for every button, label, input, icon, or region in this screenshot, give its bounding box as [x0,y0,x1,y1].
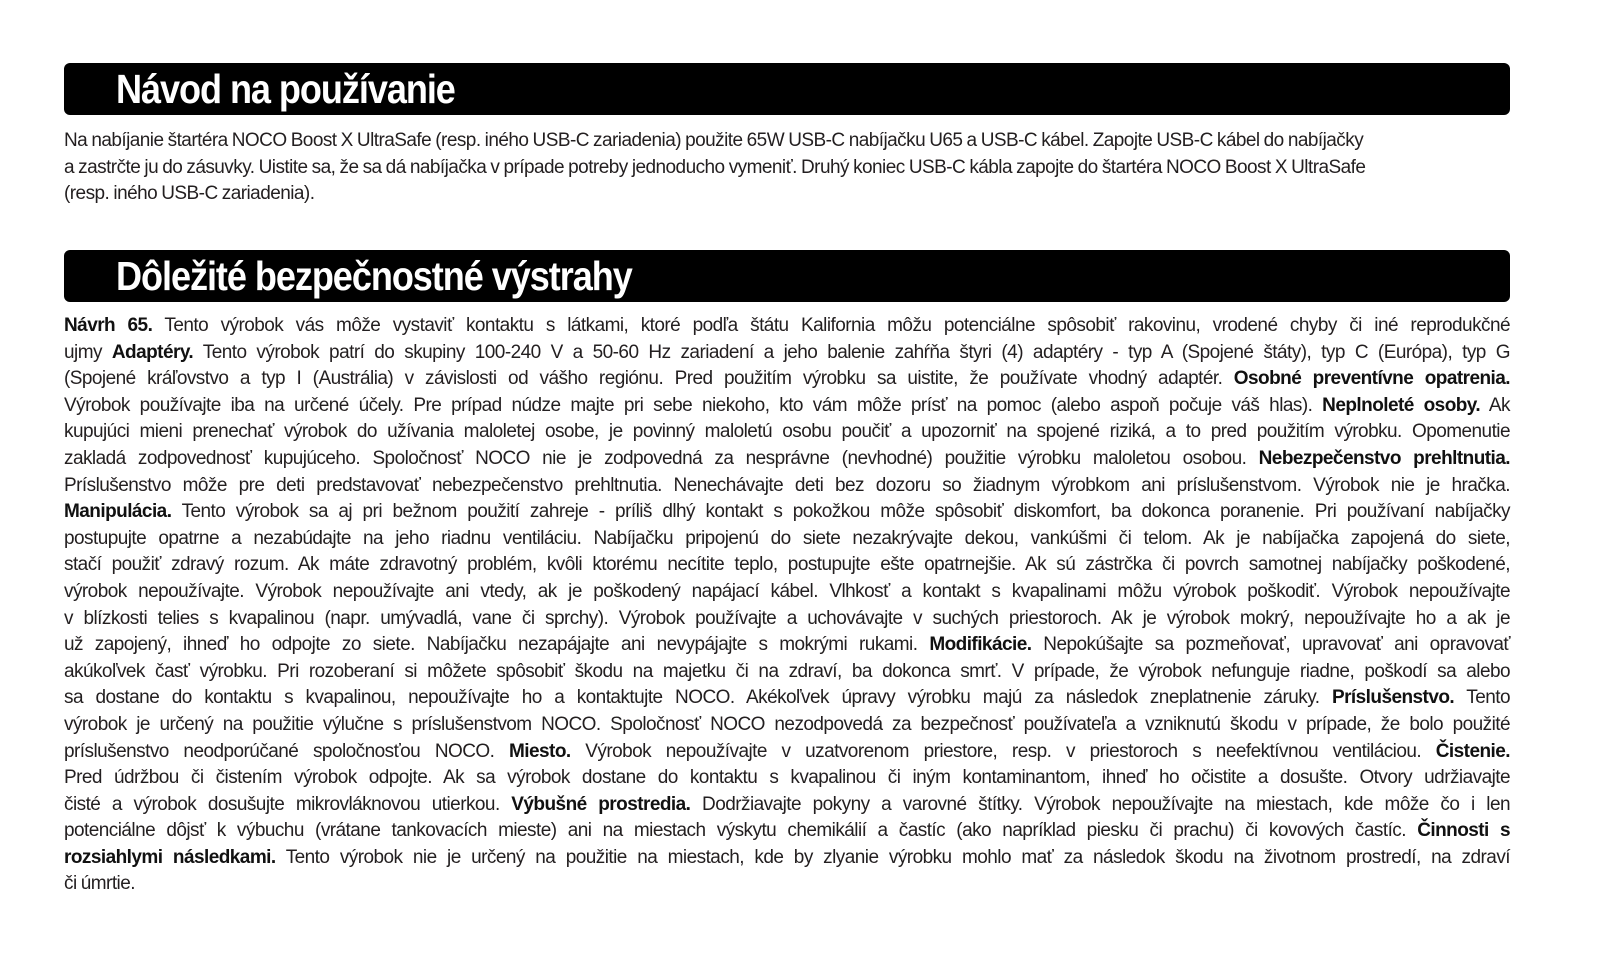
warning-line [64,659,1510,686]
instructions-line: Na nabíjanie štartéra NOCO Boost X UltraSafe (resp. iného USB-C zariadenia) použite 65W USB-C nabíjačku U65 a USB-C kábel. Zapojte USB-C kábel do nabíjačky [64,130,1364,151]
warning-line [64,632,1510,659]
warning-line [64,579,1510,606]
warning-text: (Spojené kráľovstvo a typ I (Austrália) v závislosti od vášho regiónu. Pred použitím výrobku sa uistite, že používate vhodný adaptér. [64,368,1234,390]
warning-line [64,552,1510,579]
warning-line [64,818,1510,845]
warning-line [64,340,1510,367]
warning-text: či úmrtie. [64,873,135,895]
warning-text: Tento výrobok vás môže vystaviť kontaktu s látkami, ktoré podľa štátu Kalifornia môžu potenciálne spôsobiť rakovinu, vrodené chyby či iné reprodukčné [152,315,1510,336]
warning-text: Ak [1480,394,1510,416]
safety-warnings-paragraph [64,313,1510,898]
warning-line [64,446,1510,473]
warning-text: sa dostane do kontaktu s kvapalinou, nepoužívajte ho a kontaktujte NOCO. Akékoľvek úpravy výrobku majú za následok zneplatnenie záruky. [64,687,1332,709]
warning-heading: Čistenie. [1435,740,1511,762]
warning-line [64,765,1510,792]
warning-text: stačí použiť zdravý rozum. Ak máte zdravotný problém, kvôli ktorému necítite teplo, postupujte ešte opatrnejšie. Ak sú zástrčka či povrch samotnej nabíjačky poškodené, [64,554,1510,576]
warning-text: Výrobok nepoužívajte v uzatvorenom priestore, resp. v priestoroch s neefektívnou ventiláciou. [570,740,1436,762]
warning-text: príslušenstvo neodporúčané spoločnosťou NOCO. [64,740,510,762]
instructions-line: (resp. iného USB-C zariadenia). [64,183,315,205]
warning-line [64,606,1510,633]
warning-line [64,499,1510,526]
warning-text: Pred údržbou či čistením výrobok odpojte. Ak sa výrobok dostane do kontaktu s kvapalinou či iným kontaminantom, ihneď ho očistite a dosušte. Otvory udržiavajte [64,767,1510,789]
warning-heading: rozsiahlymi následkami. [64,846,276,868]
warning-heading: Príslušenstvo. [1331,687,1455,709]
instructions-paragraph [64,128,1510,208]
warning-line [64,685,1510,712]
warning-line [64,313,1510,340]
warning-heading: Činnosti s [1417,820,1510,842]
safety-warnings-header-bar [64,250,1510,302]
warning-heading: Osobné preventívne opatrenia. [1233,368,1511,390]
warning-text: Príslušenstvo môže pre deti predstavovať nebezpečenstvo prehltnutia. Nenechávajte deti bez dozoru so žiadnym výrobkom ani príslušenstvom. Výrobok nie je hračka. [64,474,1510,496]
instructions-title: Návod na používanie [116,66,455,112]
warning-line [64,792,1510,819]
warning-line [64,393,1510,420]
warning-text: Tento výrobok nie je určený na použitie na miestach, kde by zlyanie výrobku mohlo mať za následok škodu na životnom prostredí, na zdraví [275,846,1510,868]
warning-text: čisté a výrobok dosušujte mikrovláknovou utierkou. [64,793,512,815]
warning-line [64,739,1510,766]
warning-text: Tento [1454,687,1511,709]
warning-text: už zapojený, ihneď ho odpojte zo siete. Nabíjačku nezapájajte ani nevypájajte s mokrými rukami. [64,634,930,656]
instructions-header-bar [64,63,1510,115]
warning-line [64,419,1510,446]
warning-text: ujmy [64,341,112,363]
warning-line [64,473,1510,500]
warning-heading: Modifikácie. [929,634,1032,656]
warning-heading: Miesto. [509,740,571,762]
warning-heading: Manipulácia. [64,501,172,523]
warning-line [64,871,1510,898]
warning-text: výrobok je určený na použitie výlučne s príslušenstvom NOCO. Spoločnosť NOCO nezodpovedá za bezpečnosť používateľa a vzniknutú škodu v prípade, že bolo použité [64,713,1510,735]
warning-text: Dodržiavajte pokyny a varovné štítky. Výrobok nepoužívajte na miestach, kde môže čo i len [690,793,1510,815]
warning-text: akúkoľvek časť výrobku. Pri rozoberaní si môžete spôsobiť škodu na majetku či na zdraví, ba dokonca smrť. V prípade, že výrobok nefunguje riadne, poškodí sa alebo [64,660,1510,682]
warning-text: postupujte opatrne a nezabúdajte na jeho riadnu ventiláciu. Nabíjačku pripojenú do siete nezakrývajte dekou, vankúšmi či telom. Ak je nabíjačka zapojená do siete, [64,527,1510,549]
safety-warnings-title: Dôležité bezpečnostné výstrahy [116,253,632,299]
warning-text: Výrobok používajte iba na určené účely. Pre prípad núdze majte pri sebe niekoho, kto vám môže prísť na pomoc (alebo aspoň počuje váš hlas). [64,394,1323,416]
warning-text: kupujúci mieni prenechať výrobok do užívania maloletej osobe, je povinný maloletú osobu poučiť a upozorniť na spojené riziká, a to pred použitím výrobku. Opomenutie [64,421,1510,443]
warning-text: Tento výrobok patrí do skupiny 100-240 V a 50-60 Hz zariadení a jeho balenie zahŕňa štyri (4) adaptéry - typ A (Spojené štáty), typ C (Európa), typ G [193,341,1510,363]
warning-line [64,366,1510,393]
warning-heading: Neplnoleté osoby. [1322,394,1481,416]
warning-line [64,845,1510,872]
warning-line [64,712,1510,739]
warning-text: Tento výrobok sa aj pri bežnom použití zahreje - príliš dlhý kontakt s pokožkou môže spôsobiť diskomfort, ba dokonca poranenie. Pri používaní nabíjačky [171,501,1510,523]
warning-heading: Návrh 65. [64,315,153,336]
warning-heading: Adaptéry. [111,341,194,363]
warning-text: Nepokúšajte sa pozmeňovať, upravovať ani opravovať [1031,634,1510,656]
warning-heading: Nebezpečenstvo prehltnutia. [1258,447,1510,469]
instructions-line: a zastrčte ju do zásuvky. Uistite sa, že sa dá nabíjačka v prípade potreby jednoducho vymeniť. Druhý koniec USB-C kábla zapojte do štartéra NOCO Boost X UltraSafe [64,156,1366,178]
warning-text: zakladá zodpovednosť kupujúceho. Spoločnosť NOCO nie je zodpovedná za nesprávne (nevhodné) použitie výrobku maloletou osobou. [64,447,1259,469]
warning-line [64,526,1510,553]
warning-text: v blízkosti telies s kvapalinou (napr. umývadlá, vane či sprchy). Výrobok používajte a uchovávajte v suchých priestoroch. Ak je výrobok mokrý, nepoužívajte ho a ak je [64,607,1510,629]
warning-heading: Výbušné prostredia. [511,793,691,815]
warning-text: výrobok nepoužívajte. Výrobok nepoužívajte ani vtedy, ak je poškodený napájací kábel. Vlhkosť a kontakt s kvapalinami môžu výrobok poškodiť. Výrobok nepoužívajte [64,580,1510,602]
warning-text: potenciálne dôjsť k výbuchu (vrátane tankovacích mieste) ani na miestach výskytu chemikálií a častíc (ako napríklad piesku či prachu) či kovových častíc. [64,820,1418,842]
